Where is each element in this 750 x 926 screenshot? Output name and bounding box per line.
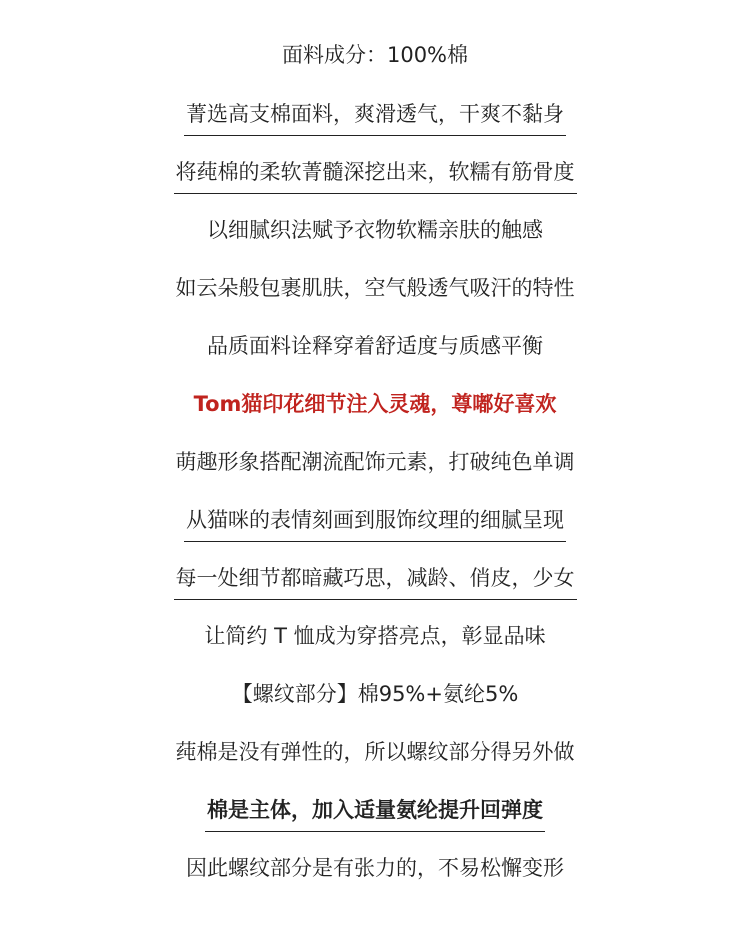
text-line-tshirt-highlight <box>0 621 750 657</box>
line-text: 从猫咪的表情刻画到服饰纹理的细腻呈现 <box>184 505 566 542</box>
line-text: 菁选高支棉面料，爽滑透气，干爽不黏身 <box>184 99 566 136</box>
line-text: 棉是主体，加入适量氨纶提升回弹度 <box>205 795 545 832</box>
text-line-premium-cotton <box>0 99 750 136</box>
line-text: 品质面料诠释穿着舒适度与质感平衡 <box>207 334 543 358</box>
text-line-soft-essence <box>0 157 750 194</box>
text-line-quality-balance <box>0 331 750 367</box>
line-text: 面料成分：100%棉 <box>281 43 469 67</box>
text-line-no-elasticity <box>0 737 750 773</box>
line-text: 以细腻织法赋予衣物软糯亲肤的触感 <box>207 218 543 242</box>
line-text: 因此螺纹部分是有张力的，不易松懈变形 <box>186 856 564 880</box>
text-line-cat-expression <box>0 505 750 542</box>
text-line-spandex-rebound <box>0 795 750 832</box>
text-line-weaving <box>0 215 750 251</box>
text-line-details <box>0 563 750 600</box>
text-line-cute-image <box>0 447 750 483</box>
line-text: Tom猫印花细节注入灵魂，尊嘟好喜欢 <box>193 392 557 416</box>
text-line-fabric-composition <box>0 40 750 76</box>
line-text: 如云朵般包裹肌肤，空气般透气吸汗的特性 <box>175 276 575 300</box>
line-text: 将莼棉的柔软菁髓深挖出来，软糯有筋骨度 <box>174 157 577 194</box>
text-line-rib-composition <box>0 679 750 715</box>
text-line-tension <box>0 853 750 889</box>
line-text: 【螺纹部分】棉95%+氨纶5% <box>231 682 519 706</box>
line-text: 萌趣形象搭配潮流配饰元素，打破纯色单调 <box>175 450 575 474</box>
line-text: 莼棉是没有弹性的，所以螺纹部分得另外做 <box>175 740 575 764</box>
line-text: 让简约 T 恤成为穿搭亮点，彰显品味 <box>204 624 546 648</box>
line-text: 每一处细节都暗藏巧思，减龄、俏皮，少女 <box>174 563 577 600</box>
text-line-cloud-wrap <box>0 273 750 309</box>
text-line-tom-print-highlight <box>0 389 750 425</box>
